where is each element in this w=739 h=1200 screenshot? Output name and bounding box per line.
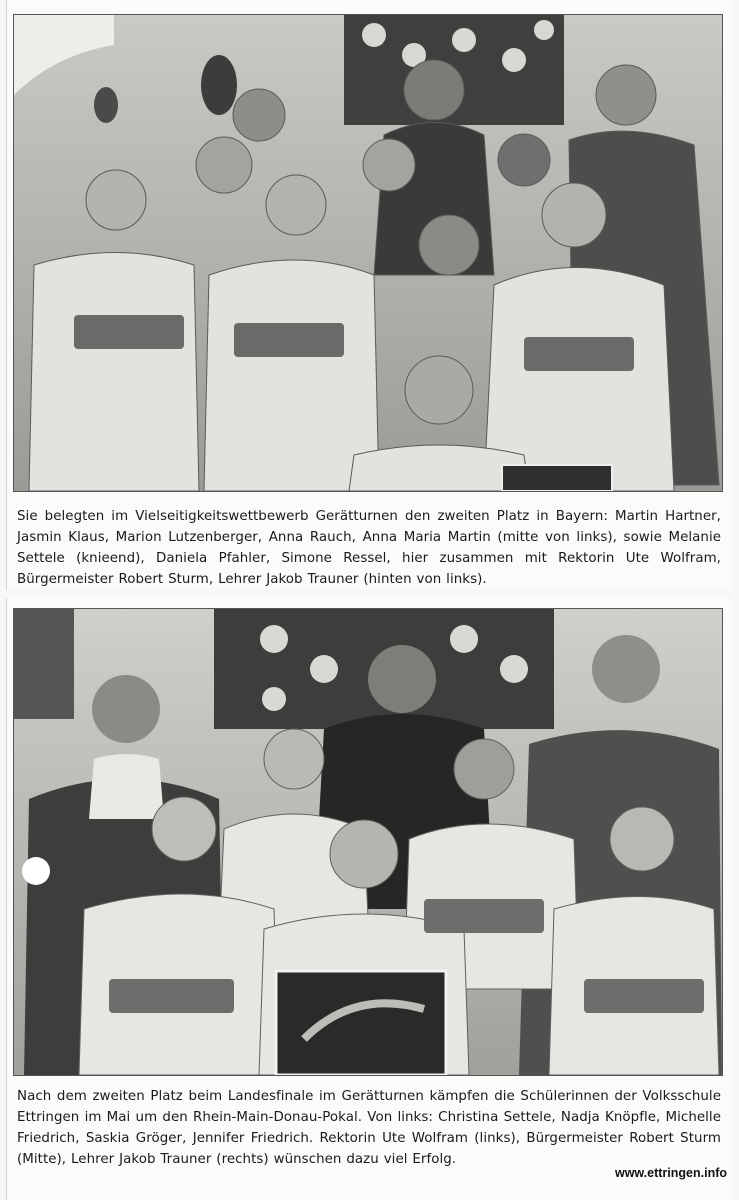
caption-top: Sie belegten im Vielseitigkeitswettbewerb Gerätturnen den zweiten Platz in Bayern: Martin Hartner, Jasmin Klaus, Marion Lutzenberger, Anna Rauch, Anna Maria Martin (mitte von links), sowie Melanie Settele (knieend), Daniela Pfahler, Simone Ressel, hier zusammen mit Rektorin Ute Wolfram, Bürgermeister Robert Sturm, Lehrer Jakob Trauner (hinten von links). xyxy=(17,509,721,587)
website-watermark: www.ettringen.info xyxy=(614,1166,727,1180)
group-photo-top xyxy=(13,14,723,492)
caption-bottom: Nach dem zweiten Platz beim Landesfinale im Gerätturnen kämpfen die Schülerinnen der Volksschule Ettringen im Mai um den Rhein-Main-Donau-Pokal. Von links: Christina Settele, Nadja Knöpfle, Michelle Friedrich, Saskia Gröger, Jennifer Friedrich. Rektorin Ute Wolfram (links), Bürgermeister Robert Sturm (Mitte), Lehrer Jakob Trauner (rechts) wünschen dazu viel Erfolg. xyxy=(17,1089,721,1167)
group-photo-bottom-illustration xyxy=(14,609,722,1075)
group-photo-top-illustration xyxy=(14,15,722,491)
article-bottom xyxy=(6,598,732,1200)
group-photo-bottom xyxy=(13,608,723,1076)
article-top xyxy=(6,0,732,590)
